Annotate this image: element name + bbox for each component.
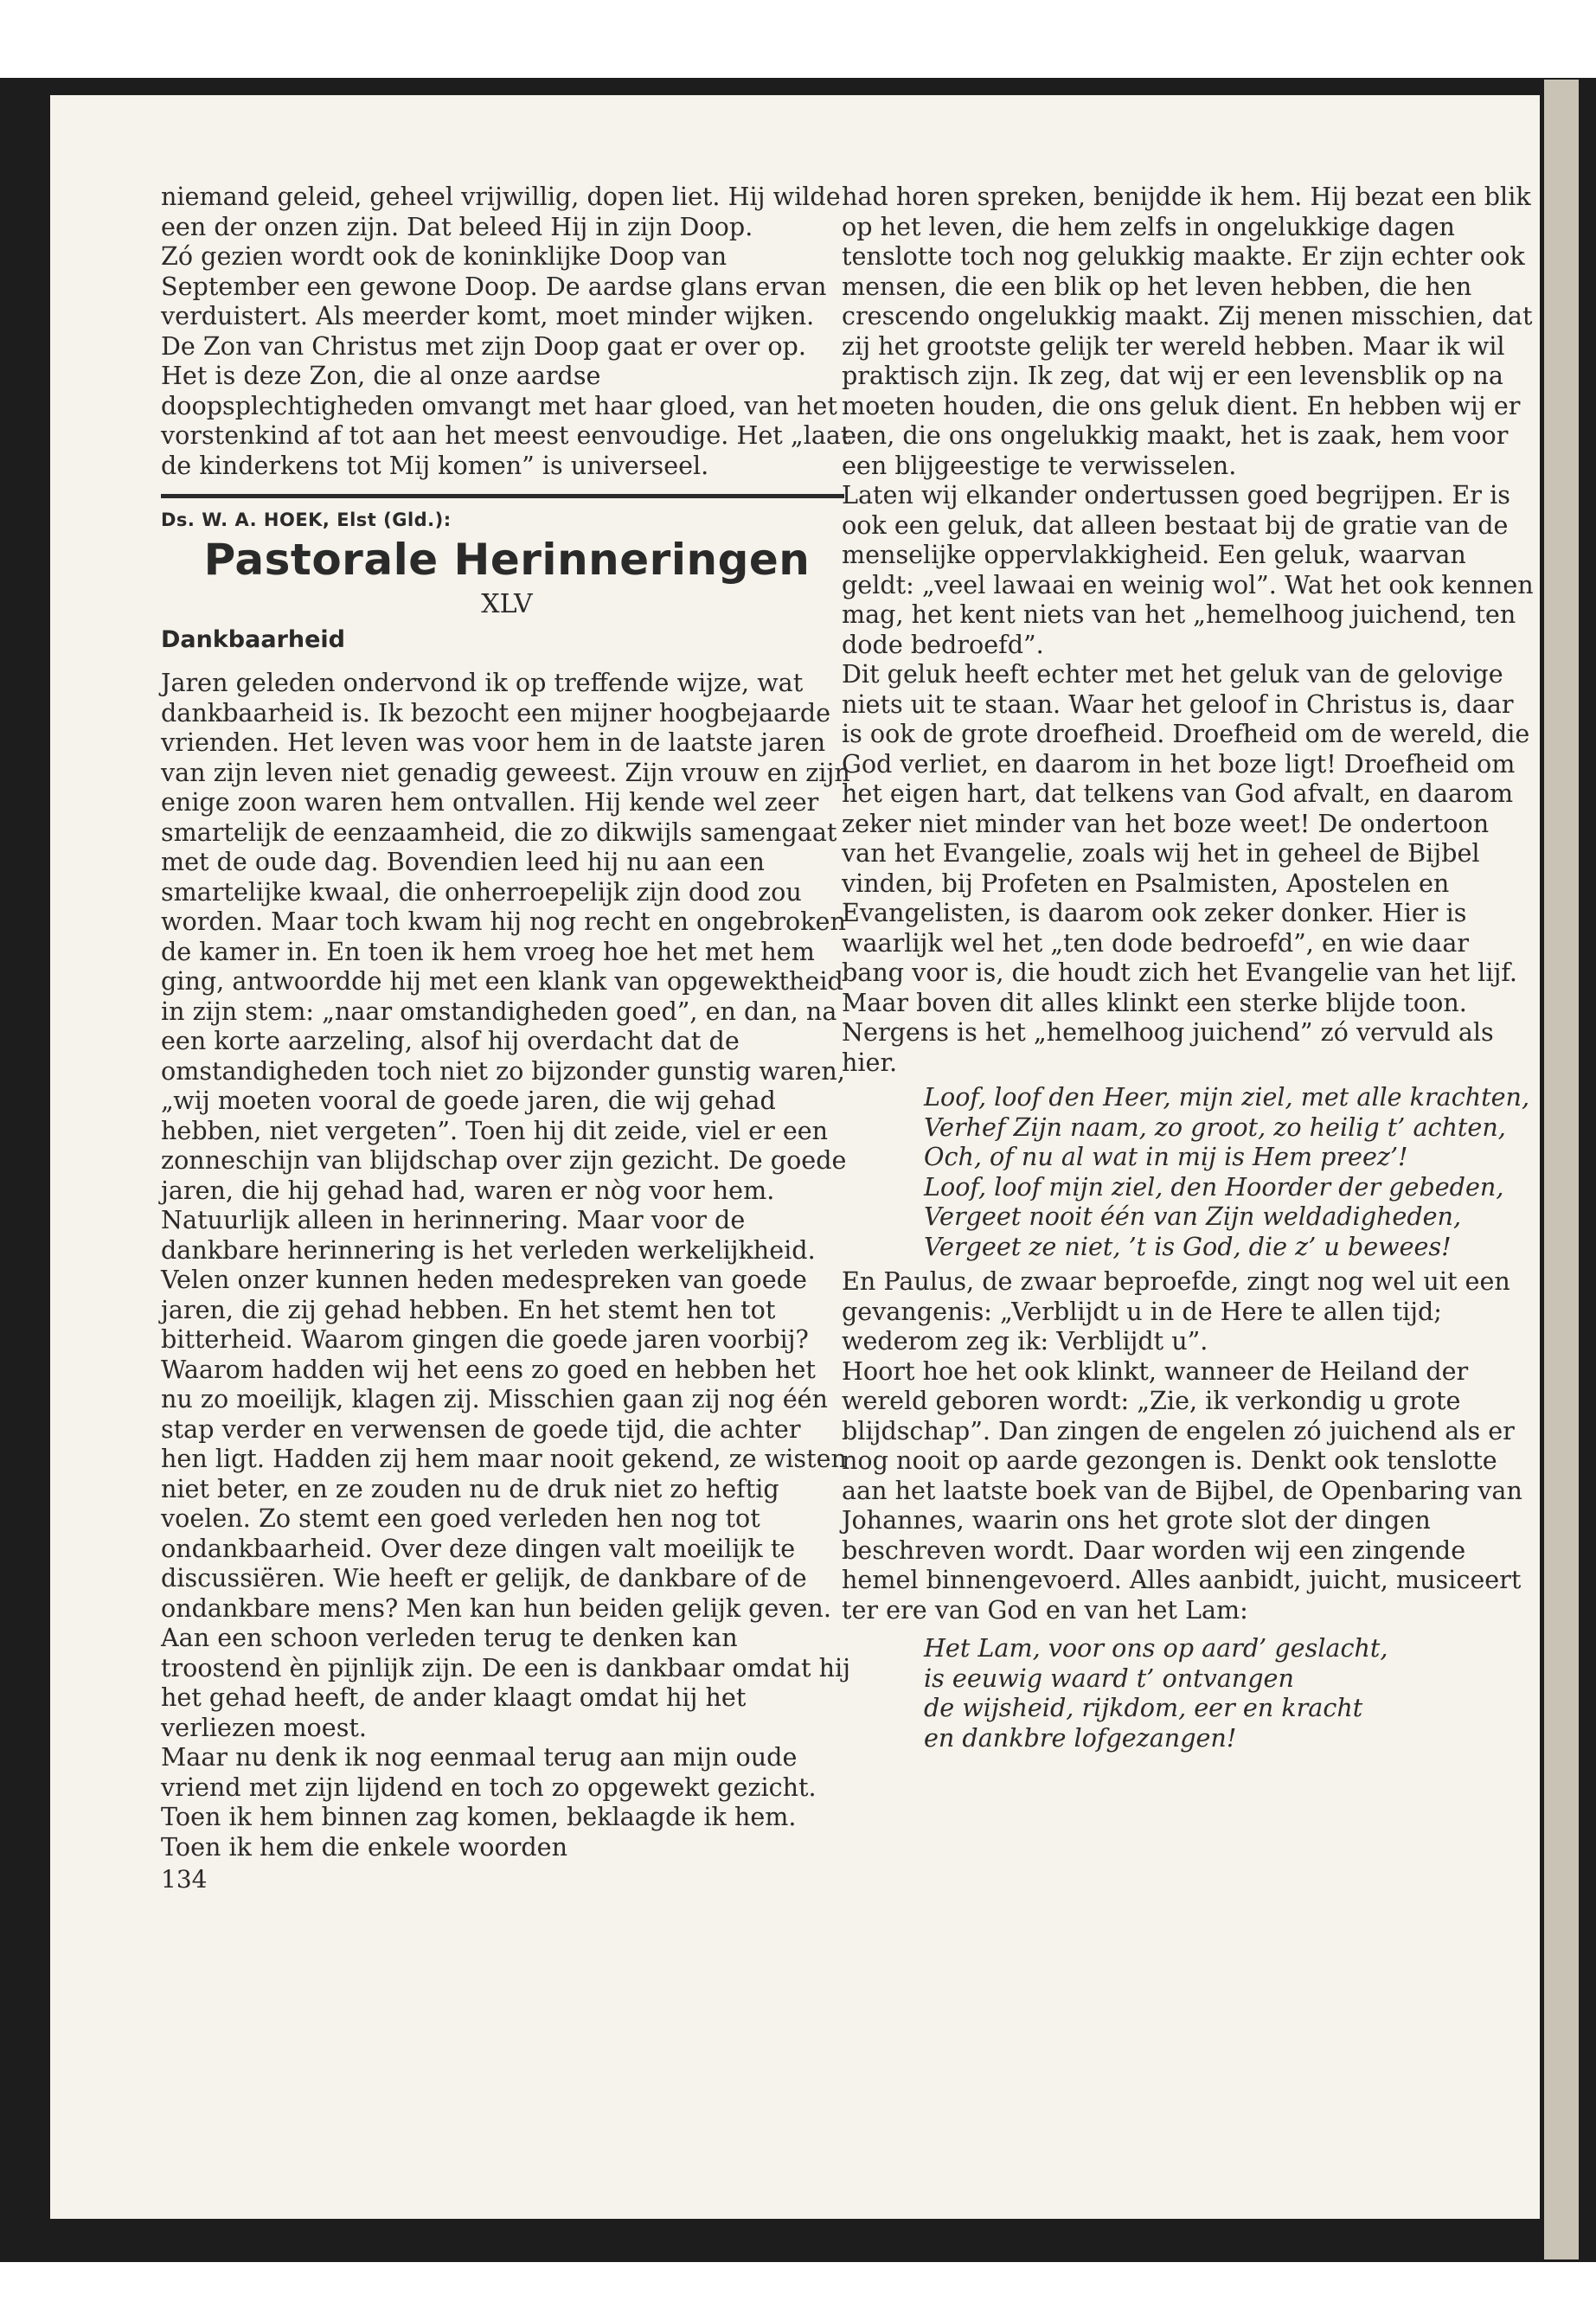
intro-paragraph: niemand geleid, geheel vrijwillig, dopen liet. Hij wilde een der onzen zijn. Dat beleed Hij in zijn Doop. <box>161 182 841 241</box>
poem-line: Och, of nu al wat in mij is Hem preez’! <box>924 1142 1408 1171</box>
divider-rule <box>161 494 844 498</box>
poem-line: is eeuwig waard t’ ontvangen <box>924 1663 1294 1693</box>
poem-line: Vergeet nooit één van Zijn weldadigheden, <box>924 1202 1462 1231</box>
body-paragraph: Dit geluk heeft echter met het geluk van de gelovige niets uit te staan. Waar het geloof in Christus is, daar is ook de grote droefheid. Droefheid om de wereld, die God verliet, en daarom in het boze ligt! Droefheid om het eigen hart, dat telkens van God afvalt, en daarom zeker niet minder van het boze weet! De ondertoon van het Evangelie, zoals wij het in geheel de Bijbel vinden, bij Profeten en Psalmisten, Apostelen en Evangelisten, is daarom ook zeker donker. Hier is waarlijk wel het „ten dode bedroefd”, en wie daar bang voor is, die houdt zich het Evangelie van het lijf. Maar boven dit alles klinkt een sterke blijde toon. Nergens is het „hemelhoog juichend” zó vervuld als hier. <box>842 659 1530 1077</box>
left-column <box>161 182 853 1894</box>
poem-line: Loof, loof den Heer, mijn ziel, met alle krachten, <box>924 1082 1530 1112</box>
section-title: Dankbaarheid <box>161 626 346 653</box>
poem-line: Loof, loof mijn ziel, den Hoorder der gebeden, <box>924 1171 1504 1202</box>
body-paragraph-2: Maar nu denk ik nog eenmaal terug aan mijn oude vriend met zijn lijdend en toch zo opgewekt gezicht. Toen ik hem binnen zag komen, beklaagde ik hem. Toen ik hem die enkele woorden <box>161 1742 817 1862</box>
page <box>50 95 1540 2219</box>
poem-line: de wijsheid, rijkdom, eer en kracht <box>924 1693 1363 1722</box>
poem-line: en dankbre lofgezangen! <box>924 1722 1237 1753</box>
body-paragraph: had horen spreken, benijdde ik hem. Hij bezat een blik op het leven, die hem zelfs in ongelukkige dagen tenslotte toch nog gelukkig maakte. Er zijn echter ook mensen, die een blik op het leven hebben, die hen crescendo ongelukkig maakt. Zij menen misschien, dat zij het grootste gelijk ter wereld hebben. Maar ik wil praktisch zijn. Ik zeg, dat wij er een levensblik op na moeten houden, die ons geluk dient. En hebben wij er een, die ons ongelukkig maakt, het is zaak, hem voor een blijgeestige te verwisselen. <box>842 182 1533 480</box>
intro-paragraph-2: Zó gezien wordt ook de koninklijke Doop van September een gewone Doop. De aardse glans ervan verduistert. Als meerder komt, moet minder wijken. De Zon van Christus met zijn Doop gaat er over op. Het is deze Zon, die al onze aardse doopsplechtigheden omvangt met haar gloed, van het vorstenkind af tot aan het meest eenvoudige. Het „laat de kinderkens tot Mij komen” is universeel. <box>161 241 851 480</box>
right-column <box>842 182 1534 1753</box>
body-paragraph: En Paulus, de zwaar beproefde, zingt nog wel uit een gevangenis: „Verblijdt u in de Here te allen tijd; wederom zeg ik: Verblijdt u”. <box>842 1266 1510 1356</box>
author-byline: Ds. W. A. HOEK, Elst (Gld.): <box>161 510 452 530</box>
body-paragraph: Laten wij elkander ondertussen goed begrijpen. Er is ook een geluk, dat alleen bestaat bij de gratie van de menselijke oppervlakkigheid. Een geluk, waarvan geldt: „veel lawaai en weinig wol”. Wat het ook kennen mag, het kent niets van het „hemelhoog juichend, ten dode bedroefd”. <box>842 480 1534 659</box>
poem-line: Het Lam, voor ons op aard’ geslacht, <box>924 1633 1388 1663</box>
poem-line: Vergeet ze niet, ’t is God, die z’ u bewees! <box>924 1231 1452 1261</box>
hymn-quote <box>924 1633 1534 1753</box>
psalm-quote <box>924 1082 1534 1261</box>
body-paragraph: Hoort hoe het ook klinkt, wanneer de Heiland der wereld geboren wordt: „Zie, ik verkondig u grote blijdschap”. Dan zingen de engelen zó juichend als er nog nooit op aarde gezongen is. Denkt ook tenslotte aan het laatste boek van de Bijbel, de Openbaring van Johannes, waarin ons het grote slot der dingen beschreven wordt. Daar worden wij een zingende hemel binnengevoerd. Alles aanbidt, juicht, musiceert ter ere van God en van het Lam: <box>842 1356 1522 1625</box>
poem-line: Verhef Zijn naam, zo groot, zo heilig t’ achten, <box>924 1112 1506 1142</box>
page-number: 134 <box>161 1865 208 1894</box>
body-paragraph: Jaren geleden ondervond ik op treffende wijze, wat dankbaarheid is. Ik bezocht een mijner hoogbejaarde vrienden. Het leven was voor hem in de laatste jaren van zijn leven niet genadig geweest. Zijn vrouw en zijn enige zoon waren hem ontvallen. Hij kende wel zeer smartelijk de eenzaamheid, die zo dikwijls samengaat met de oude dag. Bovendien leed hij nu aan een smartelijke kwaal, die onherroepelijk zijn dood zou worden. Maar toch kwam hij nog recht en ongebroken de kamer in. En toen ik hem vroeg hoe het met hem ging, antwoordde hij met een klank van opgewektheid in zijn stem: „naar omstandigheden goed”, en dan, na een korte aarzeling, alsof hij overdacht dat de omstandigheden toch niet zo bijzonder gunstig waren, „wij moeten vooral de goede jaren, die wij gehad hebben, niet vergeten”. Toen hij dit zeide, viel er een zonneschijn van blijdschap over zijn gezicht. De goede jaren, die hij gehad had, waren er nòg voor hem. Natuurlijk alleen in herinnering. Maar voor de dankbare herinnering is het verleden werkelijkheid. Velen onzer kunnen heden medespreken van goede jaren, die zij gehad hebben. En het stemt hen tot bitterheid. Waarom gingen die goede jaren voorbij? Waarom hadden wij het eens zo goed en hebben het nu zo moeilijk, klagen zij. Misschien gaan zij nog één stap verder en verwensen de goede tijd, die achter hen ligt. Hadden zij hem maar nooit gekend, ze wisten niet beter, en ze zouden nu de druk niet zo heftig voelen. Zo stemt een goed verleden hen nog tot ondankbaarheid. Over deze dingen valt moeilijk te discussiëren. Wie heeft er gelijk, de dankbare of de ondankbare mens? Men kan hun beiden gelijk geven. Aan een schoon verleden terug te denken kan troostend èn pijnlijk zijn. De een is dankbaar omdat hij het gehad heeft, de ander klaagt omdat hij het verliezen moest. <box>161 668 851 1742</box>
article-number: XLV <box>481 589 533 619</box>
article-title: Pastorale Herinneringen <box>203 535 811 585</box>
book-spine <box>1544 80 1579 2259</box>
